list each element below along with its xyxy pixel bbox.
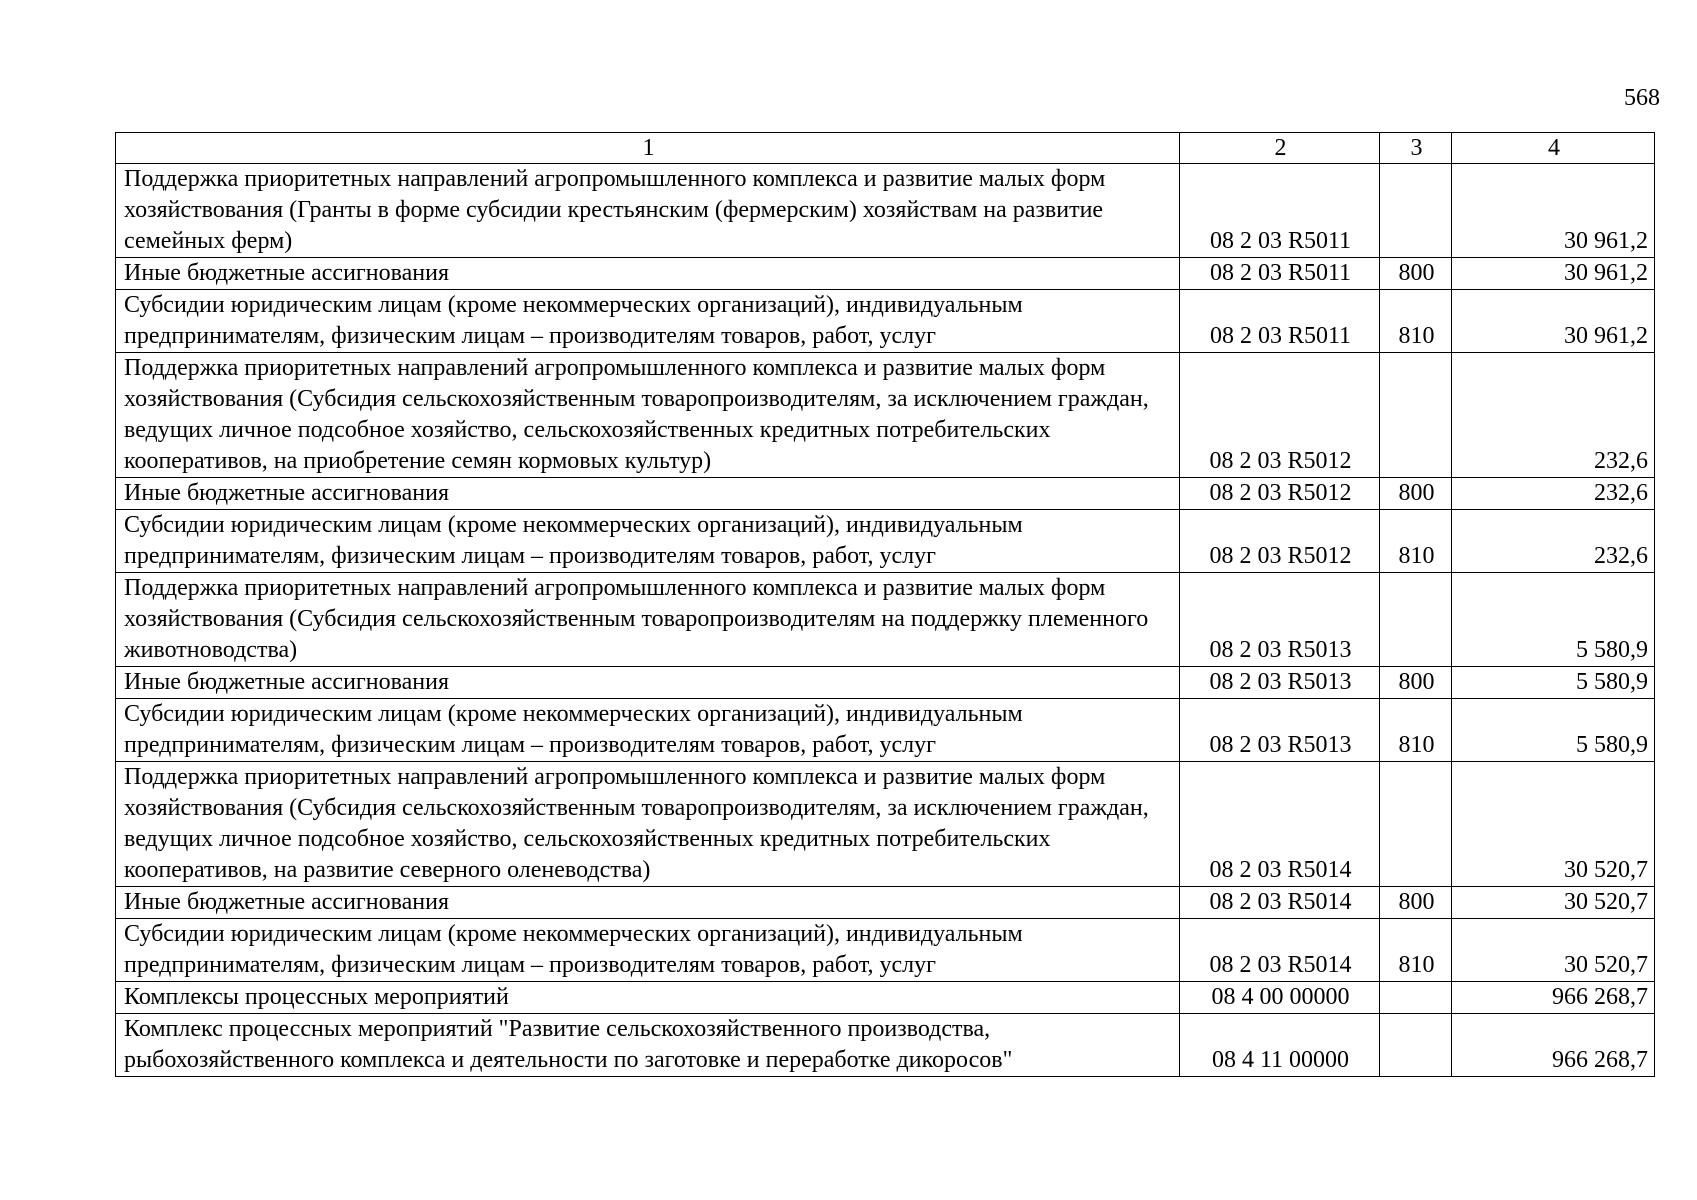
- table-row: [116, 982, 1655, 1014]
- row-type: 810: [1380, 510, 1452, 573]
- row-amount: 5 580,9: [1452, 667, 1655, 699]
- row-amount: 232,6: [1452, 510, 1655, 573]
- row-amount: 966 268,7: [1452, 1014, 1655, 1077]
- table-row: [116, 762, 1655, 887]
- column-header-3: 3: [1380, 133, 1452, 164]
- row-code: 08 2 03 R5013: [1180, 667, 1380, 699]
- row-amount: 232,6: [1452, 478, 1655, 510]
- row-amount: 30 520,7: [1452, 762, 1655, 887]
- row-code: 08 2 03 R5013: [1180, 699, 1380, 762]
- row-type: 800: [1380, 478, 1452, 510]
- row-type: 810: [1380, 699, 1452, 762]
- row-name: Иные бюджетные ассигнования: [116, 887, 1180, 919]
- table-row: [116, 1014, 1655, 1077]
- row-amount: 30 961,2: [1452, 290, 1655, 353]
- row-name: Поддержка приоритетных направлений агропромышленного комплекса и развитие малых форм хозяйствования (Субсидия сельскохозяйственным товаропроизводителям на поддержку племенного животноводства): [116, 573, 1180, 667]
- row-type: 810: [1380, 919, 1452, 982]
- row-name: Субсидии юридическим лицам (кроме некоммерческих организаций), индивидуальным предпринимателям, физическим лицам – производителям товаров, работ, услуг: [116, 510, 1180, 573]
- column-header-2: 2: [1180, 133, 1380, 164]
- row-type: 810: [1380, 290, 1452, 353]
- row-amount: 232,6: [1452, 353, 1655, 478]
- table-row: [116, 919, 1655, 982]
- row-type: 800: [1380, 887, 1452, 919]
- row-name: Иные бюджетные ассигнования: [116, 258, 1180, 290]
- row-amount: 5 580,9: [1452, 699, 1655, 762]
- row-code: 08 2 03 R5011: [1180, 258, 1380, 290]
- table-header-row: [116, 133, 1655, 164]
- table-row: [116, 667, 1655, 699]
- row-name: Иные бюджетные ассигнования: [116, 478, 1180, 510]
- row-code: 08 2 03 R5013: [1180, 573, 1380, 667]
- row-amount: 30 961,2: [1452, 258, 1655, 290]
- budget-table: [115, 132, 1655, 1077]
- row-code: 08 2 03 R5011: [1180, 164, 1380, 258]
- row-code: 08 2 03 R5014: [1180, 762, 1380, 887]
- row-type: [1380, 353, 1452, 478]
- row-type: [1380, 762, 1452, 887]
- row-code: 08 2 03 R5012: [1180, 510, 1380, 573]
- row-amount: 5 580,9: [1452, 573, 1655, 667]
- table-row: [116, 510, 1655, 573]
- row-code: 08 2 03 R5014: [1180, 919, 1380, 982]
- row-amount: 30 520,7: [1452, 919, 1655, 982]
- row-amount: 30 961,2: [1452, 164, 1655, 258]
- table-row: [116, 887, 1655, 919]
- table-row: [116, 573, 1655, 667]
- page-number: 568: [1624, 85, 1660, 111]
- column-header-1: 1: [116, 133, 1180, 164]
- row-code: 08 2 03 R5012: [1180, 353, 1380, 478]
- row-type: 800: [1380, 258, 1452, 290]
- row-name: Субсидии юридическим лицам (кроме некоммерческих организаций), индивидуальным предпринимателям, физическим лицам – производителям товаров, работ, услуг: [116, 919, 1180, 982]
- row-type: [1380, 573, 1452, 667]
- table-row: [116, 353, 1655, 478]
- row-code: 08 4 00 00000: [1180, 982, 1380, 1014]
- row-amount: 966 268,7: [1452, 982, 1655, 1014]
- column-header-4: 4: [1452, 133, 1655, 164]
- row-amount: 30 520,7: [1452, 887, 1655, 919]
- row-type: 800: [1380, 667, 1452, 699]
- row-code: 08 2 03 R5014: [1180, 887, 1380, 919]
- row-type: [1380, 982, 1452, 1014]
- table-row: [116, 290, 1655, 353]
- row-name: Комплекс процессных мероприятий "Развитие сельскохозяйственного производства, рыбохозяйственного комплекса и деятельности по заготовке и переработке дикоросов": [116, 1014, 1180, 1077]
- row-code: 08 2 03 R5012: [1180, 478, 1380, 510]
- table-row: [116, 478, 1655, 510]
- table-row: [116, 258, 1655, 290]
- row-name: Субсидии юридическим лицам (кроме некоммерческих организаций), индивидуальным предпринимателям, физическим лицам – производителям товаров, работ, услуг: [116, 699, 1180, 762]
- row-code: 08 4 11 00000: [1180, 1014, 1380, 1077]
- row-type: [1380, 164, 1452, 258]
- row-name: Поддержка приоритетных направлений агропромышленного комплекса и развитие малых форм хозяйствования (Субсидия сельскохозяйственным товаропроизводителям, за исключением граждан, ведущих личное подсобное хозяйство, сельскохозяйственных кредитных потребительских кооперативов, на развитие северного оленеводства): [116, 762, 1180, 887]
- row-name: Иные бюджетные ассигнования: [116, 667, 1180, 699]
- row-type: [1380, 1014, 1452, 1077]
- table-row: [116, 164, 1655, 258]
- row-name: Комплексы процессных мероприятий: [116, 982, 1180, 1014]
- row-name: Поддержка приоритетных направлений агропромышленного комплекса и развитие малых форм хозяйствования (Гранты в форме субсидии крестьянским (фермерским) хозяйствам на развитие семейных ферм): [116, 164, 1180, 258]
- row-name: Поддержка приоритетных направлений агропромышленного комплекса и развитие малых форм хозяйствования (Субсидия сельскохозяйственным товаропроизводителям, за исключением граждан, ведущих личное подсобное хозяйство, сельскохозяйственных кредитных потребительских кооперативов, на приобретение семян кормовых культур): [116, 353, 1180, 478]
- row-name: Субсидии юридическим лицам (кроме некоммерческих организаций), индивидуальным предпринимателям, физическим лицам – производителям товаров, работ, услуг: [116, 290, 1180, 353]
- table-row: [116, 699, 1655, 762]
- row-code: 08 2 03 R5011: [1180, 290, 1380, 353]
